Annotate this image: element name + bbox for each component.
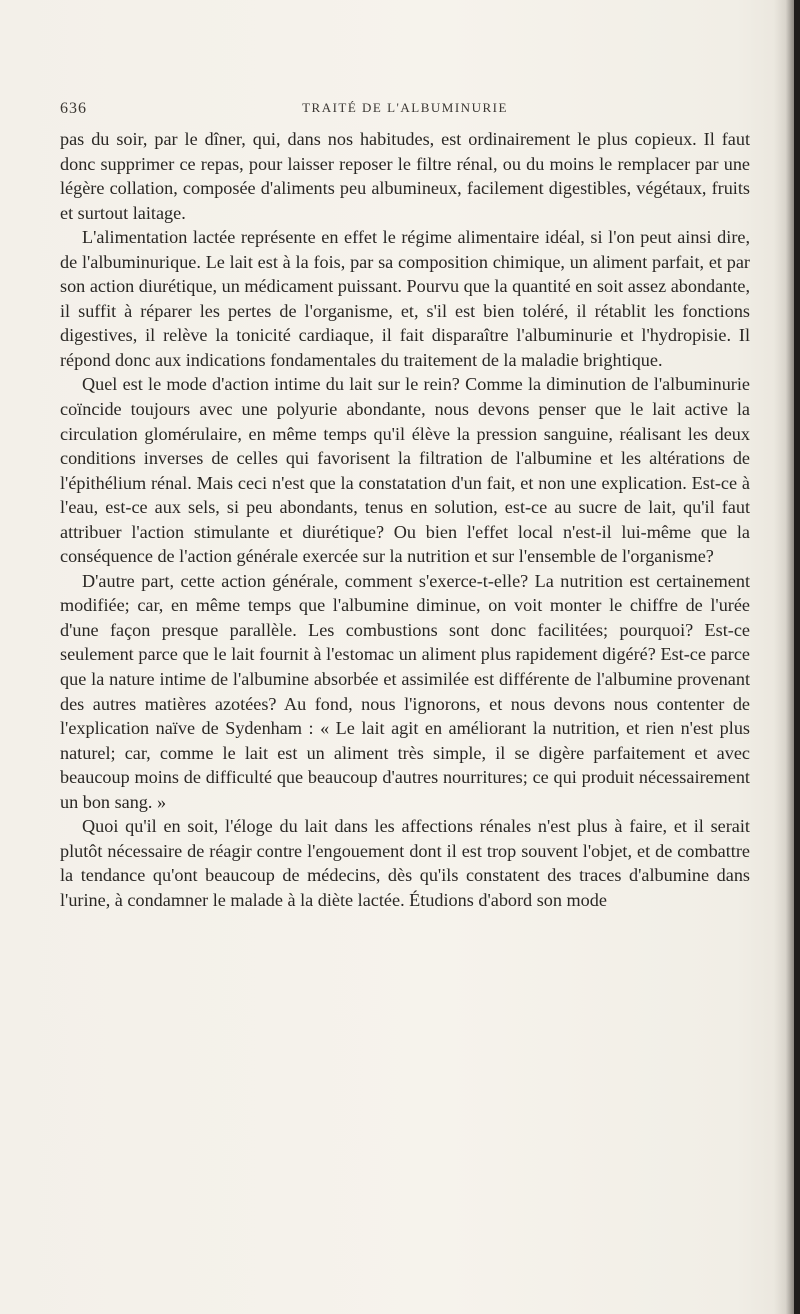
- running-title: TRAITÉ DE L'ALBUMINURIE: [302, 100, 508, 115]
- paragraph: Quoi qu'il en soit, l'éloge du lait dans les affections rénales n'est plus à faire, et il serait plutôt nécessaire de réagir contre l'engouement dont il est trop souvent l'objet, et de combattre la tendance qu'ont beaucoup de médecins, dès qu'ils constatent des traces d'albumine dans l'urine, à condamner le malade à la diète lactée. Étudions d'abord son mode: [60, 816, 750, 910]
- paragraph: Quel est le mode d'action intime du lait sur le rein? Comme la diminution de l'albuminurie coïncide toujours avec une polyurie abondante, nous devons penser que le lait active la circulation glomérulaire, en même temps qu'il élève la pression sanguine, réalisant les deux conditions inverses de celles qui favorisent la filtration de l'albumine et les altérations de l'épithélium rénal. Mais ceci n'est que la constatation d'un fait, et non une explication. Est-ce à l'eau, est-ce aux sels, si peu abondants, tenus en solution, est-ce au sucre de lait, qu'il faut attribuer l'action stimulante et diurétique? Ou bien l'effet local n'est-il lui-même que la conséquence de l'action générale exercée sur la nutrition et sur l'ensemble de l'organisme?: [60, 374, 750, 567]
- binding-edge: [794, 0, 800, 1314]
- page-number: 636: [60, 100, 87, 117]
- paragraph: D'autre part, cette action générale, comment s'exerce-t-elle? La nutrition est certainement modifiée; car, en même temps que l'albumine diminue, on voit monter le chiffre de l'urée d'une façon presque parallèle. Les combustions sont donc facilitées; pourquoi? Est-ce seulement parce que le lait fournit à l'estomac un aliment plus rapidement digéré? Est-ce parce que la nature intime de l'albumine absorbée et assimilée est différente de l'albumine provenant des autres matières azotées? Au fond, nous l'ignorons, et nous devons nous contenter de l'explication naïve de Sydenham : « Le lait agit en améliorant la nutrition, et rien n'est plus naturel; car, comme le lait est un aliment très simple, il se digère parfaitement et avec beaucoup moins de difficulté que beaucoup d'autres nourritures; ce qui produit nécessairement un bon sang. »: [60, 570, 750, 812]
- page-header: [60, 100, 750, 122]
- paragraph: L'alimentation lactée représente en effet le régime alimentaire idéal, si l'on peut ainsi dire, de l'albuminurique. Le lait est à la fois, par sa composition chimique, un aliment parfait, et par son action diurétique, un médicament puissant. Pourvu que la quantité en soit assez abondante, il suffit à réparer les pertes de l'organisme, et, s'il est bien toléré, il rétablit les fonctions digestives, il relève la tonicité cardiaque, il fait disparaître l'albuminurie et l'hydropisie. Il répond donc aux indications fondamentales du traitement de la maladie brightique.: [60, 227, 750, 370]
- paragraph-continued: pas du soir, par le dîner, qui, dans nos habitudes, est ordinairement le plus copieux. Il faut donc supprimer ce repas, pour laisser reposer le filtre rénal, ou du moins le remplacer par une légère collation, composée d'aliments peu albumineux, facilement digestibles, végétaux, fruits et surtout laitage.: [60, 129, 750, 223]
- body-text: [60, 127, 750, 913]
